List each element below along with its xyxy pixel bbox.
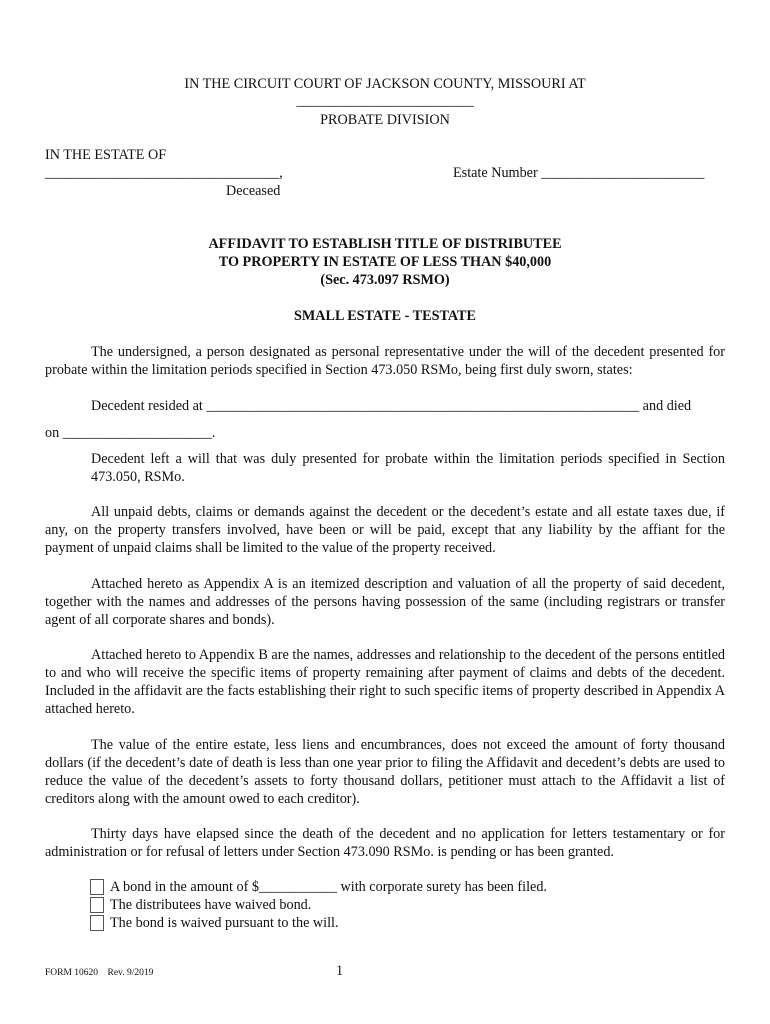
debts-paragraph: All unpaid debts, claims or demands against the decedent or the decedent’s estate and all estate taxes due, if any, on the property transfers involved, have been or will be paid, except that any liability by the affiant for the payment of unpaid claims shall be limited to the value of the property received.: [45, 504, 725, 556]
decedent-name-blank: _________________________________,: [45, 165, 283, 181]
bond-filed-checkbox[interactable]: [90, 879, 104, 895]
page-number: 1: [336, 963, 344, 979]
court-location-blank: _________________________: [296, 93, 474, 109]
bond-option-waived-by-will[interactable]: [90, 914, 339, 932]
bond-option-waived-by-distributees[interactable]: [90, 896, 311, 914]
appendix-b-paragraph: Attached hereto to Appendix B are the names, addresses and relationship to the decedent of the persons entitled to and who will receive the specific items of property remaining after payment of claims and debts of the decedent. Included in the affidavit are the facts establishing their right to such specific items of property described in Appendix A attached hereto.: [45, 647, 725, 717]
bond-option-label: A bond in the amount of $___________ with corporate surety has been filed.: [110, 879, 547, 895]
bond-option-label: The bond is waived pursuant to the will.: [110, 915, 339, 931]
division-heading: PROBATE DIVISION: [320, 112, 450, 128]
will-paragraph: Decedent left a will that was duly presented for probate within the limitation periods specified in Section 473.050, RSMo.: [91, 451, 725, 485]
document-subtitle: SMALL ESTATE - TESTATE: [293, 308, 476, 324]
estate-number-field: Estate Number _______________________: [453, 165, 705, 181]
thirty-days-paragraph: Thirty days have elapsed since the death of the decedent and no application for letters testamentary or for administration or for refusal of letters under Section 473.090 RSMo. is pending or has been granted.: [45, 826, 725, 860]
document-title-line-2: TO PROPERTY IN ESTATE OF LESS THAN $40,000: [218, 254, 552, 270]
bond-waived-distributees-checkbox[interactable]: [90, 897, 104, 913]
bond-waived-will-checkbox[interactable]: [90, 915, 104, 931]
bond-option-filed[interactable]: [90, 878, 547, 896]
form-identifier: FORM 10620 Rev. 9/2019: [45, 968, 154, 978]
deceased-label: Deceased: [226, 183, 281, 199]
date-of-death-line: on _____________________.: [45, 425, 216, 441]
bond-option-label: The distributees have waived bond.: [110, 897, 312, 913]
document-title-line-1: AFFIDAVIT TO ESTABLISH TITLE OF DISTRIBUTEE: [208, 236, 562, 252]
appendix-a-paragraph: Attached hereto as Appendix A is an itemized description and valuation of all the property of said decedent, together with the names and addresses of the persons having possession of the same (including registrars or transfer agent of all corporate shares and bonds).: [45, 576, 725, 628]
residence-line: Decedent resided at _____________________________________________________________ and died: [91, 398, 692, 414]
estate-label: IN THE ESTATE OF: [45, 147, 167, 163]
estate-value-paragraph: The value of the entire estate, less liens and encumbrances, does not exceed the amount of forty thousand dollars (if the decedent’s date of death is less than one year prior to filing the Affidavit and decedent’s debts are used to reduce the value of the decedent’s assets to forty thousand dollars, petitioner must attach to the Affidavit a list of creditors along with the amount owed to each creditor).: [45, 737, 725, 807]
statute-reference: (Sec. 473.097 RSMO): [320, 272, 450, 288]
intro-paragraph: The undersigned, a person designated as personal representative under the will of the decedent presented for probate within the limitation periods specified in Section 473.050 RSMo, being first duly sworn, states:: [45, 344, 725, 378]
court-heading: IN THE CIRCUIT COURT OF JACKSON COUNTY, MISSOURI AT: [184, 76, 586, 92]
